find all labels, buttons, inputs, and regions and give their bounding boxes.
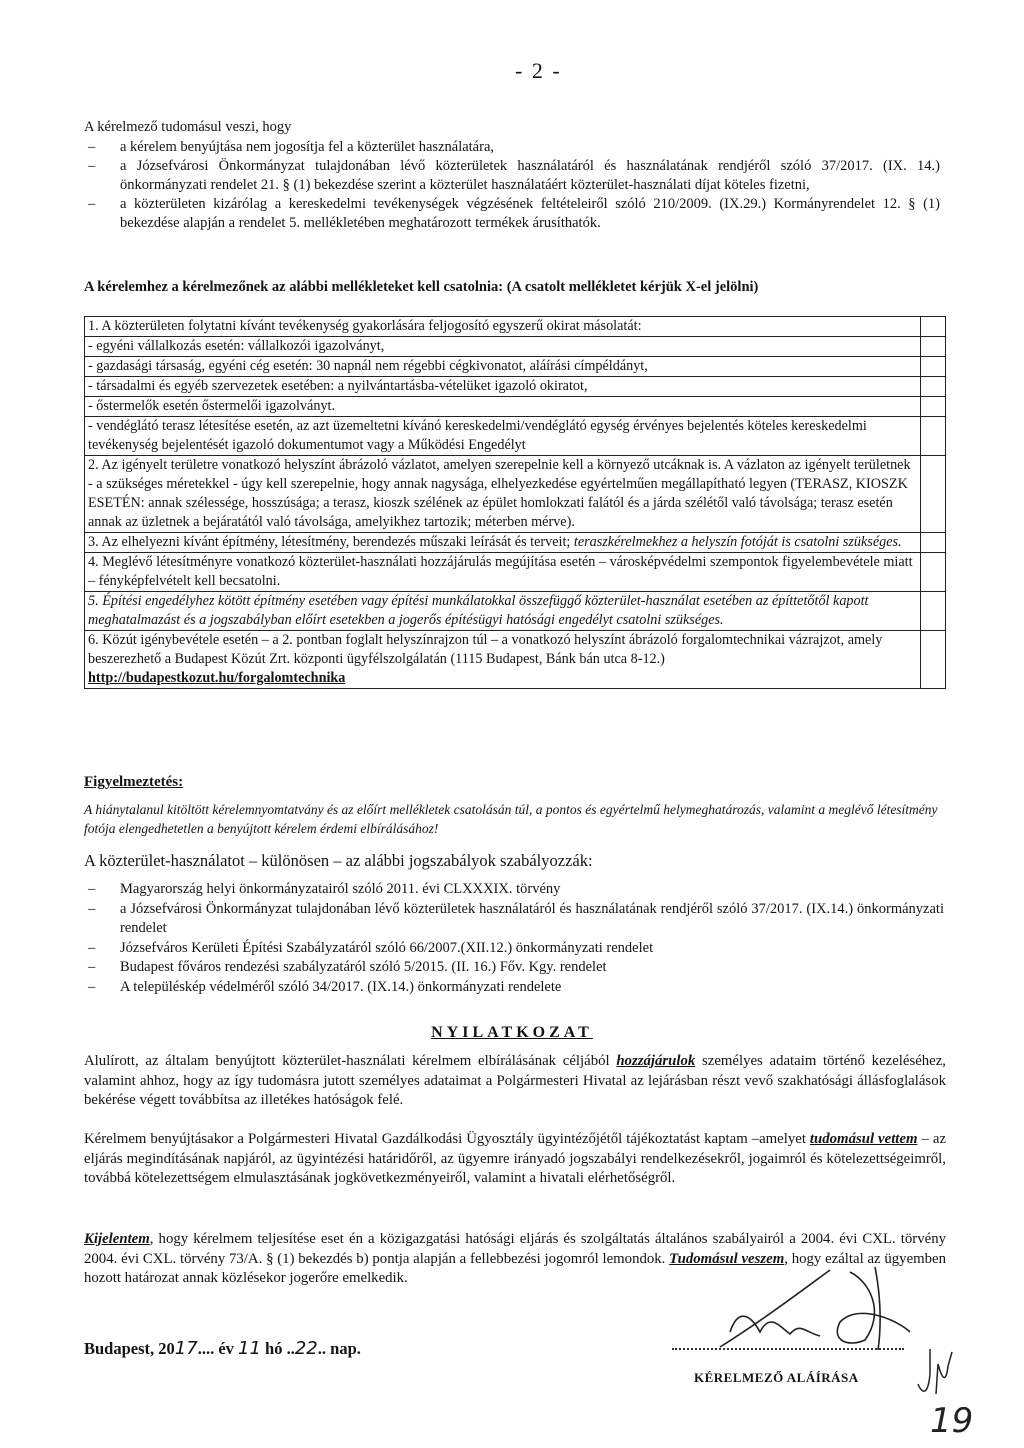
table-row: [85, 357, 946, 377]
attachment-checkbox[interactable]: [921, 357, 946, 377]
intro-list: [84, 138, 940, 233]
laws-list: [84, 880, 944, 997]
attachment-text: - őstermelők esetén őstermelői igazolványt.: [85, 397, 921, 417]
declaration-paragraph: Alulírott, az általam benyújtott közterület-használati kérelmem elbírálásának céljából hozzájárulok személyes adataim történő kezeléséhez, valamint ahhoz, hogy az így tudomásra jutott személyes adataimat a Polgármesteri Hivatal az lejárásban részt vevő szakhatósági állásfoglalások bekérése végett továbbítsa az illetékes hatóságok felé.: [84, 1053, 947, 1108]
attachment-checkbox[interactable]: [921, 553, 946, 592]
attachment-text: 4. Meglévő létesítményre vonatkozó közterület-használati hozzájárulás megújítása esetén – városképvédelmi szempontok figyelembevétele miatt – fényképfelvételt kell becsatolni.: [85, 553, 921, 592]
attachments-table: [84, 316, 946, 689]
signature-line: [672, 1334, 904, 1350]
attachment-checkbox[interactable]: [921, 456, 946, 533]
page-number: - 2 -: [515, 58, 562, 83]
law-item: – a Józsefvárosi Önkormányzat tulajdonában lévő közterületek használatáról és használatának rendjéről szóló 37/2017. (IX.14.) önkormányzati rendelet: [88, 900, 944, 936]
page-mark-text: 19: [930, 1401, 974, 1440]
attachment-checkbox[interactable]: [921, 533, 946, 553]
declaration-title: NYILATKOZAT: [431, 1024, 593, 1041]
attachment-checkbox[interactable]: [921, 397, 946, 417]
intro-item: – a kérelem benyújtása nem jogosítja fel a közterület használatára,: [88, 139, 495, 155]
attachment-text: - társadalmi és egyéb szervezetek esetében: a nyilvántartásba-vételüket igazoló okiratot,: [85, 377, 921, 397]
table-row: [85, 592, 946, 631]
table-row: [85, 553, 946, 592]
handwritten-page-number: [924, 1394, 980, 1440]
table-row: [85, 456, 946, 533]
attachment-checkbox[interactable]: [921, 317, 946, 337]
table-row: [85, 417, 946, 456]
table-row: [85, 533, 946, 553]
date-month[interactable]: 11: [238, 1338, 261, 1359]
table-row: [85, 631, 946, 689]
attachment-checkbox[interactable]: [921, 337, 946, 357]
law-item: – Magyarország helyi önkormányzatairól szóló 2011. évi CLXXXIX. törvény: [88, 881, 561, 897]
intro-section: [84, 118, 940, 233]
attachment-text: 6. Közút igénybevétele esetén – a 2. pontban foglalt helyszínrajzon túl – a vonatkozó helyszínt ábrázoló forgalomtechnikai vázrajzot, amely beszerezhető a Budapest Közút Zrt. központi ügyfélszolgálatán (1115 Budapest, Bánk bán utca 8-12.) http://budapestkozut.hu/forgalomtechnika: [85, 631, 921, 689]
intro-item: – a közterületen kizárólag a kereskedelmi tevékenységek végzésének feltételeiről szóló 210/2009. (IX.29.) Kormányrendelet 12. § (1) bekezdése alapján a rendelet 5. mellékletében meghatározott termékek árusíthatók.: [88, 196, 940, 231]
warning-title: Figyelmeztetés:: [84, 774, 184, 790]
attachment-text: - vendéglátó terasz létesítése esetén, az azt üzemeltetni kívánó kereskedelmi/vendéglátó egység érvényes bejelentés köteles kereskedelmi tevékenység bejelentését igazoló dokumentumot vagy a Működési Engedélyt: [85, 417, 921, 456]
date-year[interactable]: 17: [174, 1338, 198, 1359]
attachment-text: - gazdasági társaság, egyéni cég esetén: 30 napnál nem régebbi cégkivonatot, aláírási címpéldányt,: [85, 357, 921, 377]
attachment-text: 5. Építési engedélyhez kötött építmény esetében vagy építési munkálatokkal összefüggő közterület-használat esetében az építtetőtől kapott meghatalmazást és a jogszabályban előírt esetekben a jogerős építésügyi hatósági engedélyt csatolni szükséges.: [85, 592, 921, 631]
initials-drawing: [908, 1344, 958, 1400]
date-line: Budapest, 2017.... év 11 hó ..22.. nap.: [84, 1338, 361, 1359]
table-row: [85, 397, 946, 417]
attachments-heading: A kérelemhez a kérelmezőnek az alábbi mellékleteket kell csatolnia: (A csatolt mellékletet kérjük X-el jelölni): [84, 279, 759, 295]
laws-intro: A közterület-használatot – különösen – az alábbi jogszabályok szabályozzák:: [84, 851, 593, 870]
declaration-paragraph: Kijelentem, hogy kérelmem teljesítése eset én a közigazgatási hatósági eljárás és szolgáltatás általános szabályairól a 2004. évi CXL. törvény 2004. évi CXL. törvény 73/A. § (1) bekezdés b) pontja alapján a fellebbezési jogomról lemondok. Tudomásul veszem, hogy ezáltal az ügyemben hozott határozat annak közlésekor jogerőre emelkedik.: [84, 1231, 947, 1286]
attachment-checkbox[interactable]: [921, 377, 946, 397]
date-day[interactable]: 22: [294, 1338, 318, 1359]
warning-text: A hiánytalanul kitöltött kérelemnyomtatvány és az előírt mellékletek csatolásán túl, a pontos és egyértelmű helymeghatározás, valamint a meglévő létesítmény fotója elengedhetetlen a benyújtott kérelem érdemi elbírálásához!: [84, 802, 938, 836]
intro-item: – a Józsefvárosi Önkormányzat tulajdonában lévő közterületek használatáról és használatának rendjéről szóló 37/2017. (IX. 14.) önkormányzati rendelet 21. § (1) bekezdése szerint a közterület használatáért közterület-használati díjat köteles fizetni,: [88, 158, 940, 193]
forgalomtechnika-link[interactable]: http://budapestkozut.hu/forgalomtechnika: [88, 670, 346, 686]
law-item: – Józsefváros Kerületi Építési Szabályzatáról szóló 66/2007.(XII.12.) önkormányzati rendelet: [88, 939, 654, 956]
table-row: [85, 317, 946, 337]
attachment-text: 3. Az elhelyezni kívánt építmény, létesítmény, berendezés műszaki leírását és terveit; teraszkérelmekhez a helyszín fotóját is csatolni szükséges.: [85, 533, 921, 553]
table-row: [85, 377, 946, 397]
law-item: – Budapest főváros rendezési szabályzatáról szóló 5/2015. (II. 16.) Főv. Kgy. rendelet: [88, 959, 607, 975]
attachment-checkbox[interactable]: [921, 417, 946, 456]
attachment-checkbox[interactable]: [921, 592, 946, 631]
declaration-paragraph: Kérelmem benyújtásakor a Polgármesteri Hivatal Gazdálkodási Ügyosztály ügyintézőjétől tájékoztatást kaptam –amelyet tudomásul vettem – az eljárás megindításának napjáról, az ügyintézési határidőről, az ügyemre irányadó jogszabályi rendelkezésekről, jogaimról és kötelezettségeimről, továbbá kötelezettségem elmulasztásának jogkövetkezményeiről, valamint a hivatali elérhetőségről.: [84, 1131, 947, 1186]
law-item: – A településkép védelméről szóló 34/2017. (IX.14.) önkormányzati rendelete: [88, 978, 562, 995]
attachment-text: - egyéni vállalkozás esetén: vállalkozói igazolványt,: [85, 337, 921, 357]
table-row: [85, 337, 946, 357]
signature-label: KÉRELMEZŐ ALÁÍRÁSA: [694, 1370, 859, 1385]
intro-lead: A kérelmező tudomásul veszi, hogy: [84, 119, 292, 135]
attachment-text: 1. A közterületen folytatni kívánt tevékenység gyakorlására feljogosító egyszerű okirat másolatát:: [85, 317, 921, 337]
attachment-checkbox[interactable]: [921, 631, 946, 689]
attachment-text: 2. Az igényelt területre vonatkozó helyszínt ábrázoló vázlatot, amelyen szerepelnie kell a környező utcáknak is. A vázlaton az igényelt területnek - a szükséges méretekkel - úgy kell szerepelnie, hogy annak nagysága, elhelyezkedése egyértelműen megállapítható legyen (TERASZ, KIOSZK ESETÉN: annak szélessége, hosszúsága; a terasz, kioszk szélének az épület homlokzati falától és a járda szélétől való távolsága; terasz esetén annak az üzletnek a bejáratától való távolsága, amelyikhez tartozik; méterben mérve).: [85, 456, 921, 533]
